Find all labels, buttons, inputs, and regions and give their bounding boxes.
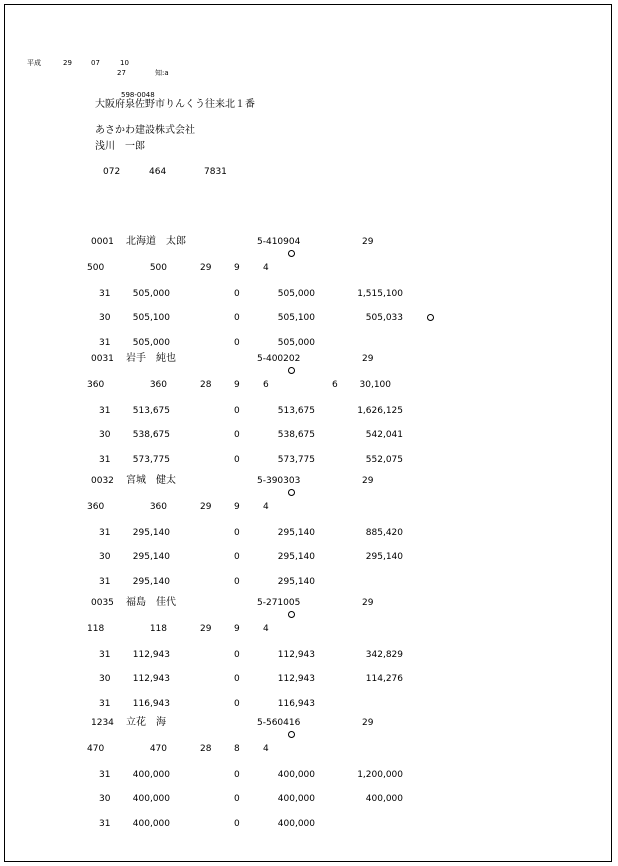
record-3-subline-d: 9: [234, 502, 240, 512]
record-2-row-1-amount: 513,675: [132, 406, 170, 416]
record-1-subline-a: 500: [87, 263, 105, 273]
record-4-row-3-amount: 116,943: [132, 699, 170, 709]
record-1-row-1-total: 1,515,100: [357, 289, 403, 299]
record-3-row-2-amount: 295,140: [132, 552, 170, 562]
record-4-row-1-net: 112,943: [277, 650, 315, 660]
record-1-side-circle-mark: [427, 314, 434, 321]
record-3-code: 0032: [91, 476, 114, 486]
record-4-row-1-days: 31: [99, 650, 111, 660]
record-3-row-2-total: 295,140: [365, 552, 403, 562]
record-2-subline-b: 360: [149, 380, 167, 390]
record-3-flag: 29: [362, 476, 374, 486]
record-4-circle-mark: [288, 611, 295, 618]
record-5-row-1-amount: 400,000: [132, 770, 170, 780]
record-4-row-2-total: 114,276: [365, 674, 403, 684]
record-1-row-2-days: 30: [99, 313, 111, 323]
year-value: 29: [63, 59, 72, 67]
record-5-row-3-days: 31: [99, 819, 111, 829]
record-3-row-1-deduction: 0: [234, 528, 240, 538]
record-3-subline-b: 360: [149, 502, 167, 512]
record-5-row-2-amount: 400,000: [132, 794, 170, 804]
record-5-row-2-total: 400,000: [365, 794, 403, 804]
record-5-row-3-deduction: 0: [234, 819, 240, 829]
record-2-row-1-net: 513,675: [277, 406, 315, 416]
record-2-subline-g: 30,100: [359, 380, 391, 390]
record-3-row-3-deduction: 0: [234, 577, 240, 587]
record-3-name: 宮城 健太: [126, 475, 176, 486]
record-2-subline-e: 6: [263, 380, 269, 390]
phone-area-code: 072: [103, 167, 121, 177]
record-2-number: 5-400202: [257, 354, 301, 364]
record-3-subline-e: 4: [263, 502, 269, 512]
record-2-row-2-deduction: 0: [234, 430, 240, 440]
record-4-row-2-days: 30: [99, 674, 111, 684]
record-5-subline-e: 4: [263, 744, 269, 754]
record-1-row-1-amount: 505,000: [132, 289, 170, 299]
record-1-row-3-net: 505,000: [277, 338, 315, 348]
record-2-row-1-deduction: 0: [234, 406, 240, 416]
record-3-row-2-deduction: 0: [234, 552, 240, 562]
record-4-row-2-deduction: 0: [234, 674, 240, 684]
record-4-row-3-net: 116,943: [277, 699, 315, 709]
record-3-row-1-total: 885,420: [365, 528, 403, 538]
record-2-name: 岩手 純也: [126, 353, 176, 364]
sub-number: 27: [117, 69, 126, 77]
era-label: 平成: [27, 59, 41, 67]
record-3-row-1-amount: 295,140: [132, 528, 170, 538]
record-2-subline-c: 28: [200, 380, 212, 390]
phone-line-number: 7831: [204, 167, 227, 177]
record-1-subline-b: 500: [149, 263, 167, 273]
record-2-code: 0031: [91, 354, 114, 364]
record-4-row-3-deduction: 0: [234, 699, 240, 709]
record-4-subline-b: 118: [149, 624, 167, 634]
postal-code: 598-0048: [121, 91, 155, 99]
record-1-row-1-deduction: 0: [234, 289, 240, 299]
record-1-row-2-amount: 505,100: [132, 313, 170, 323]
record-5-subline-c: 28: [200, 744, 212, 754]
record-4-code: 0035: [91, 598, 114, 608]
record-5-row-2-net: 400,000: [277, 794, 315, 804]
record-5-subline-b: 470: [149, 744, 167, 754]
record-3-row-1-net: 295,140: [277, 528, 315, 538]
record-1-number: 5-410904: [257, 237, 301, 247]
record-1-row-3-days: 31: [99, 338, 111, 348]
record-5-row-1-days: 31: [99, 770, 111, 780]
record-5-code: 1234: [91, 718, 114, 728]
record-5-row-1-net: 400,000: [277, 770, 315, 780]
record-5-row-2-days: 30: [99, 794, 111, 804]
record-1-name: 北海道 太郎: [126, 236, 186, 247]
phone-prefix: 464: [149, 167, 167, 177]
record-4-flag: 29: [362, 598, 374, 608]
record-3-row-3-amount: 295,140: [132, 577, 170, 587]
record-5-name: 立花 海: [126, 717, 166, 728]
record-2-row-2-net: 538,675: [277, 430, 315, 440]
record-3-number: 5-390303: [257, 476, 301, 486]
record-2-flag: 29: [362, 354, 374, 364]
record-3-row-3-days: 31: [99, 577, 111, 587]
record-2-row-3-days: 31: [99, 455, 111, 465]
record-5-row-1-deduction: 0: [234, 770, 240, 780]
record-2-circle-mark: [288, 367, 295, 374]
sub-label: 知:a: [155, 69, 169, 77]
day-value: 10: [120, 59, 129, 67]
record-4-row-1-deduction: 0: [234, 650, 240, 660]
record-3-subline-c: 29: [200, 502, 212, 512]
record-2-row-1-total: 1,626,125: [357, 406, 403, 416]
record-2-row-2-days: 30: [99, 430, 111, 440]
record-5-row-3-amount: 400,000: [132, 819, 170, 829]
record-5-subline-d: 8: [234, 744, 240, 754]
record-2-subline-a: 360: [87, 380, 105, 390]
record-5-row-2-deduction: 0: [234, 794, 240, 804]
record-1-code: 0001: [91, 237, 114, 247]
record-2-row-3-net: 573,775: [277, 455, 315, 465]
record-5-row-1-total: 1,200,000: [357, 770, 403, 780]
record-1-row-3-amount: 505,000: [132, 338, 170, 348]
company-name: あさかわ建設株式会社: [95, 125, 195, 136]
record-3-row-2-days: 30: [99, 552, 111, 562]
record-4-subline-d: 9: [234, 624, 240, 634]
record-1-row-3-deduction: 0: [234, 338, 240, 348]
record-1-row-1-days: 31: [99, 289, 111, 299]
record-4-row-3-days: 31: [99, 699, 111, 709]
record-4-row-2-amount: 112,943: [132, 674, 170, 684]
record-4-number: 5-271005: [257, 598, 301, 608]
record-2-row-2-amount: 538,675: [132, 430, 170, 440]
record-3-row-3-net: 295,140: [277, 577, 315, 587]
record-3-circle-mark: [288, 489, 295, 496]
record-4-row-1-amount: 112,943: [132, 650, 170, 660]
record-4-subline-c: 29: [200, 624, 212, 634]
record-1-circle-mark: [288, 250, 295, 257]
record-4-row-1-total: 342,829: [365, 650, 403, 660]
record-1-flag: 29: [362, 237, 374, 247]
record-1-subline-d: 9: [234, 263, 240, 273]
record-5-flag: 29: [362, 718, 374, 728]
record-1-row-1-net: 505,000: [277, 289, 315, 299]
record-3-subline-a: 360: [87, 502, 105, 512]
record-2-row-3-amount: 573,775: [132, 455, 170, 465]
record-1-subline-c: 29: [200, 263, 212, 273]
record-5-circle-mark: [288, 731, 295, 738]
record-4-row-2-net: 112,943: [277, 674, 315, 684]
record-5-row-3-net: 400,000: [277, 819, 315, 829]
record-2-row-2-total: 542,041: [365, 430, 403, 440]
month-value: 07: [91, 59, 100, 67]
record-1-subline-e: 4: [263, 263, 269, 273]
record-1-row-2-net: 505,100: [277, 313, 315, 323]
record-4-subline-a: 118: [87, 624, 105, 634]
record-1-row-2-total: 505,033: [365, 313, 403, 323]
record-5-number: 5-560416: [257, 718, 301, 728]
record-2-subline-d: 9: [234, 380, 240, 390]
record-4-subline-e: 4: [263, 624, 269, 634]
address-line: 大阪府泉佐野市りんくう往来北１番: [95, 99, 255, 110]
person-name: 浅川 一郎: [95, 141, 145, 152]
record-3-row-2-net: 295,140: [277, 552, 315, 562]
document-page: [4, 4, 612, 862]
record-3-row-1-days: 31: [99, 528, 111, 538]
record-4-name: 福島 佳代: [126, 597, 176, 608]
record-1-row-2-deduction: 0: [234, 313, 240, 323]
record-5-subline-a: 470: [87, 744, 105, 754]
record-2-row-3-deduction: 0: [234, 455, 240, 465]
record-2-row-3-total: 552,075: [365, 455, 403, 465]
record-2-row-1-days: 31: [99, 406, 111, 416]
record-2-subline-f: 6: [332, 380, 338, 390]
